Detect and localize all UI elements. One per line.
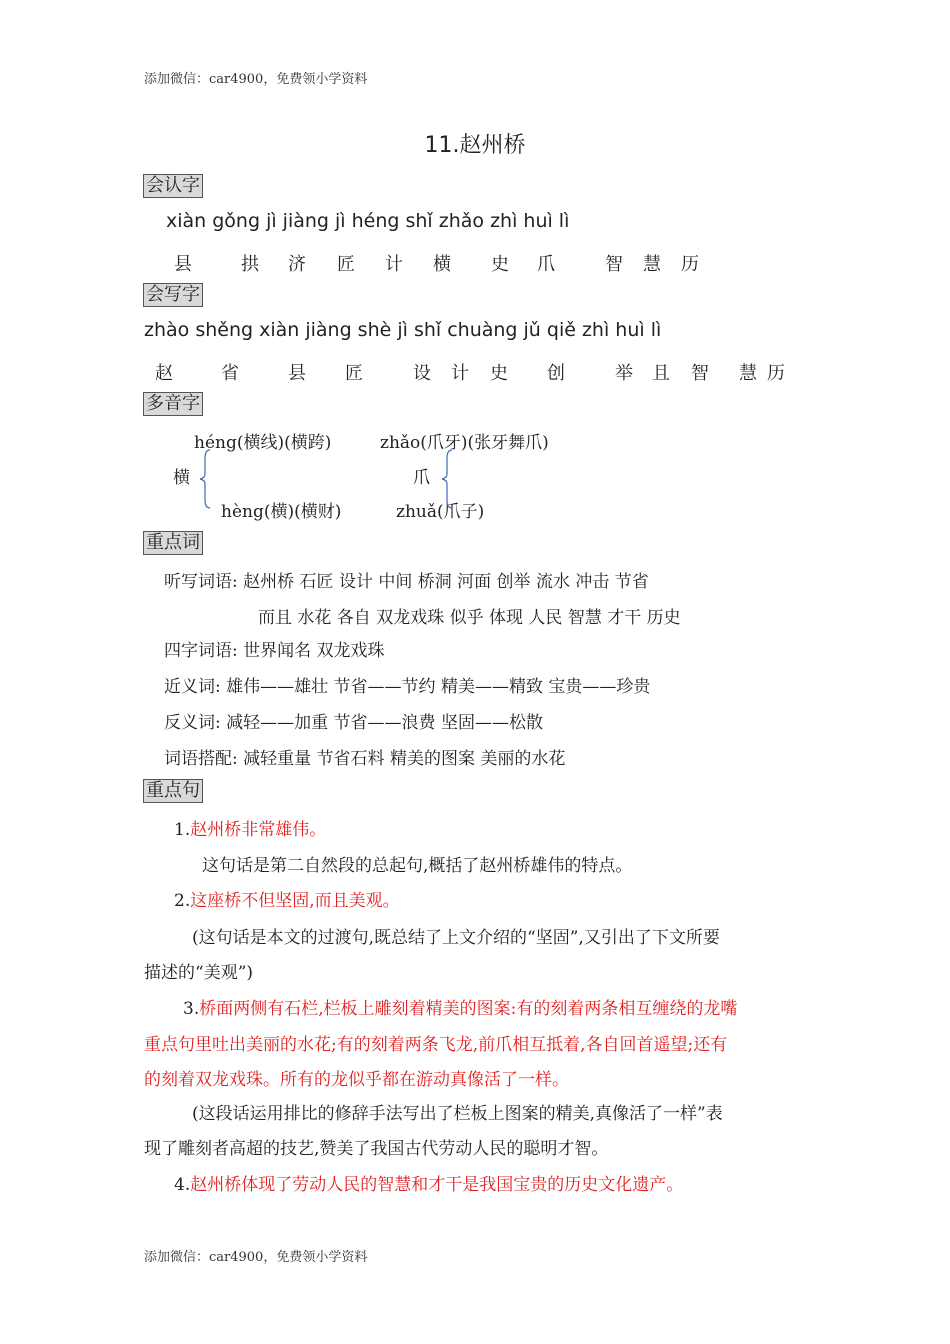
page-title: 11.赵州桥 xyxy=(424,133,526,158)
sentence-text: 桥面两侧有石栏,栏板上雕刻着精美的图案:有的刻着两条相互缠绕的龙嘴 xyxy=(199,999,738,1019)
polyphone-zhao-char: 爪 xyxy=(413,468,430,488)
polyphone-heng-char: 横 xyxy=(173,468,190,488)
words-dictation-line1: 听写词语: 赵州桥 石匠 设计 中间 桥洞 河面 创举 流水 冲击 节省 xyxy=(164,572,649,592)
write-pinyin: zhào shěng xiàn jiàng shè jì shǐ chuàng jǔ qiě zhì huì lì xyxy=(144,319,662,341)
sentence-text: 这座桥不但坚固,而且美观。 xyxy=(190,891,400,911)
polyphone-zhao-bottom: zhuǎ(爪子) xyxy=(396,502,485,522)
sentence-1 xyxy=(174,815,326,840)
sentence-text: 赵州桥体现了劳动人民的智慧和才干是我国宝贵的历史文化遗产。 xyxy=(190,1175,684,1195)
char: 设 xyxy=(413,363,431,384)
sentence-text: 赵州桥非常雄伟。 xyxy=(190,820,327,840)
char: 慧 xyxy=(739,363,757,384)
sentence-1-note: 这句话是第二自然段的总起句,概括了赵州桥雄伟的特点。 xyxy=(202,856,633,876)
char: 历 xyxy=(767,363,785,384)
sentence-2-note-line1: (这句话是本文的过渡句,既总结了上文介绍的“坚固”,又引出了下文所要 xyxy=(192,928,720,948)
words-collocations: 词语搭配: 减轻重量 节省石料 精美的图案 美丽的水花 xyxy=(164,749,566,769)
sentence-3-line3: 的刻着双龙戏珠。所有的龙似乎都在游动真像活了一样。 xyxy=(144,1070,569,1090)
words-synonyms: 近义词: 雄伟——雄壮 节省——节约 精美——精致 宝贵——珍贵 xyxy=(164,677,651,697)
sentence-3-line1 xyxy=(183,994,737,1019)
char: 拱 xyxy=(241,254,259,275)
polyphone-heng-bottom: hèng(横)(横财) xyxy=(221,502,342,522)
char: 省 xyxy=(221,363,239,384)
polyphone-heng-top: héng(横线)(横跨) xyxy=(194,433,332,453)
char: 举 xyxy=(615,363,633,384)
char: 历 xyxy=(681,254,699,275)
words-antonyms: 反义词: 减轻——加重 节省——浪费 坚固——松散 xyxy=(164,713,543,733)
char: 创 xyxy=(547,363,565,384)
char: 赵 xyxy=(155,363,173,384)
sentence-3-note-line2: 现了雕刻者高超的技艺,赞美了我国古代劳动人民的聪明才智。 xyxy=(144,1139,609,1159)
sentence-number: 1. xyxy=(174,820,191,840)
char: 且 xyxy=(652,363,670,384)
char: 史 xyxy=(490,363,508,384)
char: 智 xyxy=(605,254,623,275)
char: 匠 xyxy=(337,254,355,275)
section-label-words: 重点词 xyxy=(143,531,203,555)
char: 匠 xyxy=(345,363,363,384)
brace-icon xyxy=(198,448,214,510)
write-chars xyxy=(0,359,950,383)
char: 县 xyxy=(174,254,192,275)
words-four-char: 四字词语: 世界闻名 双龙戏珠 xyxy=(164,641,385,661)
header-note: 添加微信：car4900，免费领小学资料 xyxy=(144,72,368,87)
sentence-4 xyxy=(174,1170,683,1195)
footer-note: 添加微信：car4900，免费领小学资料 xyxy=(144,1250,368,1265)
sentence-number: 2. xyxy=(174,891,191,911)
words-dictation-line2: 而且 水花 各自 双龙戏珠 似乎 体现 人民 智慧 才干 历史 xyxy=(258,608,681,628)
sentence-2 xyxy=(174,886,400,911)
section-label-write: 会写字 xyxy=(143,283,203,307)
char: 济 xyxy=(288,254,306,275)
sentence-number: 3. xyxy=(183,999,200,1019)
sentence-number: 4. xyxy=(174,1175,191,1195)
sentence-3-note-line1: (这段话运用排比的修辞手法写出了栏板上图案的精美,真像活了一样”表 xyxy=(192,1104,723,1124)
section-label-recognize: 会认字 xyxy=(143,174,203,198)
char: 县 xyxy=(288,363,306,384)
char: 横 xyxy=(433,254,451,275)
char: 爪 xyxy=(537,254,555,275)
polyphone-zhao-top: zhǎo(爪牙)(张牙舞爪) xyxy=(380,433,549,453)
section-label-sentences: 重点句 xyxy=(143,779,203,803)
char: 慧 xyxy=(643,254,661,275)
brace-icon xyxy=(440,448,456,510)
recognize-pinyin: xiàn gǒng jì jiàng jì héng shǐ zhǎo zhì huì lì xyxy=(166,210,570,232)
char: 史 xyxy=(491,254,509,275)
section-label-polyphone: 多音字 xyxy=(143,392,203,416)
sentence-3-line2: 重点句里吐出美丽的水花;有的刻着两条飞龙,前爪相互抵着,各自回首遥望;还有 xyxy=(144,1035,728,1055)
recognize-chars xyxy=(0,250,950,274)
char: 智 xyxy=(691,363,709,384)
char: 计 xyxy=(385,254,403,275)
char: 计 xyxy=(451,363,469,384)
sentence-2-note-line2: 描述的“美观”) xyxy=(144,963,254,983)
